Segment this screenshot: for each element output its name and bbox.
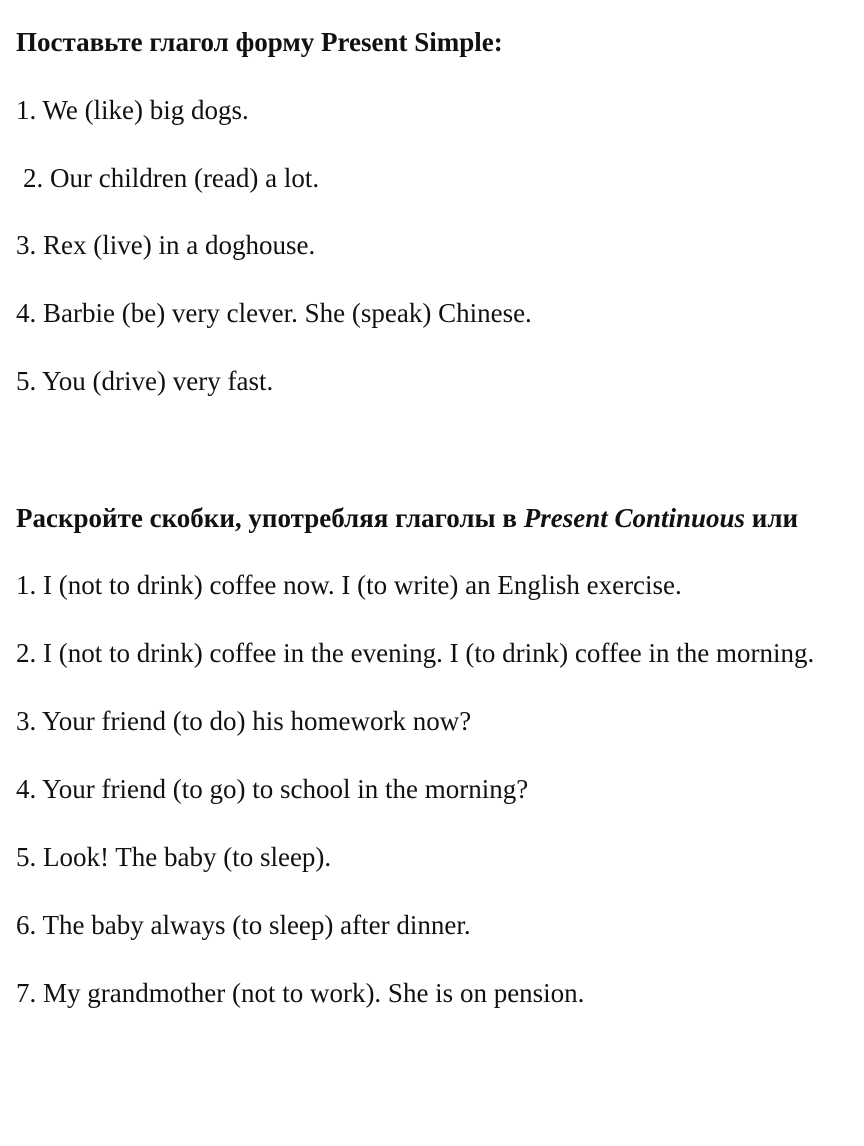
section1-item-5: 5. You (drive) very fast. xyxy=(16,366,274,396)
section2-item-3: 3. Your friend (to do) his homework now? xyxy=(16,706,472,736)
section2-item-2: 2. I (not to drink) coffee in the evening. I (to drink) coffee in the morning. xyxy=(16,638,815,668)
section1-item-3: 3. Rex (live) in a doghouse. xyxy=(16,230,316,260)
section2-item-7: 7. My grandmother (not to work). She is on pension. xyxy=(16,978,585,1008)
section1-heading: Поставьте глагол форму Present Simple: xyxy=(16,27,503,57)
section2-heading xyxy=(16,502,798,534)
section1-item-1: 1. We (like) big dogs. xyxy=(16,95,249,125)
section2-item-1: 1. I (not to drink) coffee now. I (to write) an English exercise. xyxy=(16,570,682,600)
section2-heading-post: или xyxy=(745,503,799,533)
section2-item-4: 4. Your friend (to go) to school in the morning? xyxy=(16,774,529,804)
section2-heading-italic: Present Continuous xyxy=(523,503,746,533)
section1-item-4: 4. Barbie (be) very clever. She (speak) Chinese. xyxy=(16,298,532,328)
section2-item-6: 6. The baby always (to sleep) after dinner. xyxy=(16,910,471,940)
section2-item-5: 5. Look! The baby (to sleep). xyxy=(16,842,332,872)
section2-heading-pre: Раскройте скобки, употребляя глаголы в xyxy=(16,503,524,533)
section1-item-2: 2. Our children (read) a lot. xyxy=(23,163,320,193)
